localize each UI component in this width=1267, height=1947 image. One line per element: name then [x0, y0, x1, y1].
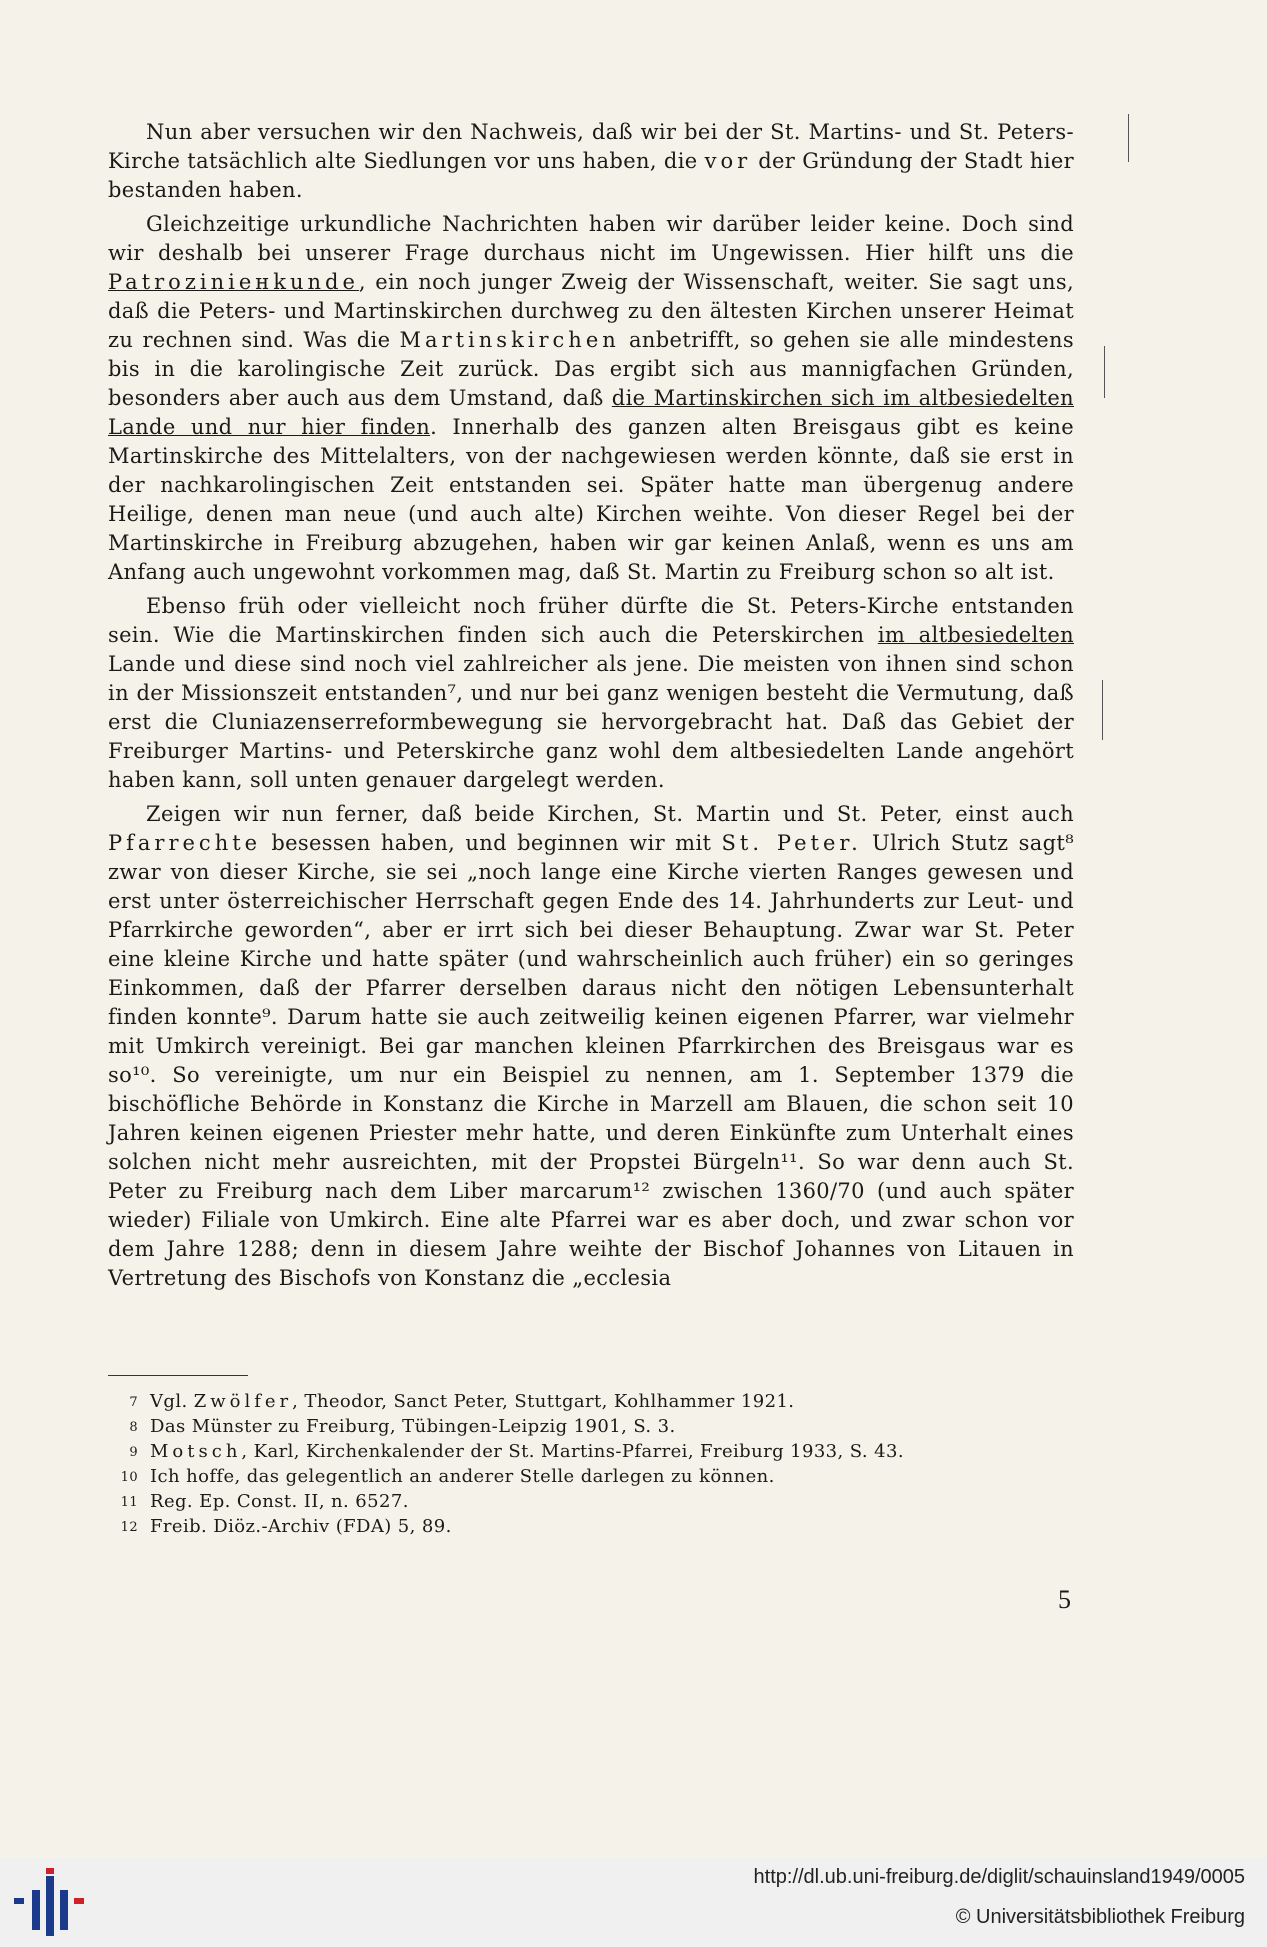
footnote — [110, 1490, 1010, 1515]
text-run: Gleichzeitige urkundliche Nachrichten haben wir darüber leider keine. Doch sind wir deshalb bei unserer Frage durchaus nicht im Ungewissen. Hier hilft uns die — [108, 212, 1074, 265]
page-number: 5 — [1058, 1585, 1071, 1614]
text-run: Ulrich Stutz sagt⁸ zwar von dieser Kirche, sie sei „noch lange eine Kirche vierten Ranges gewesen und erst unter österreichischer Herrschaft gegen Ende des 14. Jahrhunderts zur Leut- und Pfarrkirche geworden“, aber er irrt sich bei dieser Behauptung. Zwar war St. Peter eine kleine Kirche und hatte später (und wahrscheinlich auch früher) ein so geringes Einkommen, daß der Pfarrer derselben daraus nicht den nötigen Lebensunterhalt finden konnte⁹. Darum hatte sie auch zeitweilig keinen eigenen Pfarrer, war vielmehr mit Umkirch vereinigt. Bei gar manchen kleinen Pfarrkirchen des Breisgaus war es so¹⁰. So vereinigte, um nur ein Beispiel zu nennen, am 1. September 1379 die bischöfliche Behörde in Konstanz die Kirche in Marzell am Blauen, die schon seit 10 Jahren keinen eigenen Priester mehr hatte, und deren Einkünfte zum Unterhalt eines solchen nicht mehr ausreichten, mit der Propstei Bürgeln¹¹. So war denn auch St. Peter zu Freiburg nach dem Liber marcarum¹² zwischen 1360/70 (und auch später wieder) Filiale von Umkirch. Eine alte Pfarrei war es aber doch, und zwar schon vor dem Jahre 1288; denn in diesem Jahre weihte der Bischof Johannes von Litauen in Vertretung des Bischofs von Konstanz die „ecclesia — [108, 831, 1074, 1290]
footnote-divider — [108, 1375, 248, 1376]
emphasized-text: die Martinskirchen sich im altbesiedelten Lande und nur hier finden — [108, 386, 1074, 439]
text-run: Freib. Diöz.-Archiv (FDA) 5, 89. — [150, 1516, 452, 1537]
footnote-text — [150, 1440, 904, 1465]
emphasized-text: Patroziniенkunde — [108, 270, 359, 294]
footnote-text — [150, 1390, 794, 1415]
text-run: Nun aber versuchen wir den Nachweis, daß wir bei der St. Martins- und St. Peters-Kirche tatsächlich alte Siedlungen vor uns haben, die — [108, 120, 1074, 173]
footnote-number: 12 — [120, 1520, 138, 1535]
margin-mark — [1104, 346, 1105, 398]
text-run: Das Münster zu Freiburg, Tübingen-Leipzig 1901, S. 3. — [150, 1416, 676, 1437]
footnote — [110, 1465, 1010, 1490]
text-run: der Gründung der Stadt hier bestanden haben. — [108, 149, 1074, 202]
footnote-number: 9 — [129, 1445, 138, 1460]
ub-freiburg-logo — [14, 1868, 80, 1938]
footnote — [110, 1440, 1010, 1465]
paragraph — [108, 800, 1074, 1293]
emphasized-text: Zwölfer — [193, 1391, 293, 1412]
text-run: besessen haben, und beginnen wir mit — [261, 831, 722, 855]
text-run: Ebenso früh oder vielleicht noch früher dürfte die St. Peters-Kirche entstanden sein. Wie die Martinskirchen finden sich auch die Peterskirchen — [108, 594, 1074, 647]
paragraph — [108, 118, 1074, 205]
copyright-notice: © Universitätsbibliothek Freiburg — [955, 1906, 1245, 1928]
text-run: . Innerhalb des ganzen alten Breisgaus gibt es keine Martinskirche des Mittelalters, von der nachgewiesen werden könnte, daß sie erst in der nachkarolingischen Zeit entstanden sei. Später hatte man übergenug andere Heilige, denen man neue (und auch alte) Kirchen weihte. Von dieser Regel bei der Martinskirche in Freiburg abzugehen, haben wir gar keinen Anlaß, wenn es uns am Anfang auch ungewohnt vorkommen mag, daß St. Martin zu Freiburg schon so alt ist. — [108, 415, 1074, 584]
permalink-url[interactable]: http://dl.ub.uni-freiburg.de/diglit/schauinsland1949/0005 — [753, 1866, 1245, 1888]
footnote-text — [150, 1415, 676, 1440]
emphasized-text: Pfarrechte — [108, 831, 262, 855]
emphasized-text: St. Peter. — [721, 831, 862, 855]
paragraph — [108, 210, 1074, 587]
footnote-text — [150, 1490, 409, 1515]
emphasized-text: Motsch — [150, 1441, 242, 1462]
body-text — [108, 118, 1074, 1298]
footnote-number: 11 — [120, 1495, 138, 1510]
footnote — [110, 1390, 1010, 1415]
emphasized-text: im altbesiedelten — [877, 623, 1074, 647]
footnote-number: 7 — [129, 1395, 138, 1410]
footnote-number: 8 — [129, 1420, 138, 1435]
footnotes — [110, 1390, 1010, 1540]
text-run: Vgl. — [150, 1391, 194, 1412]
text-run: , Theodor, Sanct Peter, Stuttgart, Kohlhammer 1921. — [292, 1391, 795, 1412]
footnote-number: 10 — [120, 1470, 138, 1485]
text-run: anbetrifft, so gehen sie alle mindestens bis in die karolingische Zeit zurück. Das ergibt sich aus mannigfachen Gründen, besonders aber auch aus dem Umstand, daß — [108, 328, 1074, 410]
text-run: , ein noch junger Zweig der Wissenschaft, weiter. Sie sagt uns, daß die Peters- und Martinskirchen durchweg zu den ältesten Kirchen unserer Heimat zu rechnen sind. Was die — [108, 270, 1074, 352]
footnote — [110, 1515, 1010, 1540]
footnote — [110, 1415, 1010, 1440]
margin-mark — [1102, 680, 1103, 740]
text-run: Lande und diese sind noch viel zahlreicher als jene. Die meisten von ihnen sind schon in der Missionszeit entstanden⁷, und nur bei ganz wenigen besteht die Vermutung, daß erst die Cluniazenserreformbewegung sie hervorgebracht hat. Daß das Gebiet der Freiburger Martins- und Peterskirche ganz wohl dem altbesiedelten Lande angehört haben kann, soll unten genauer dargelegt werden. — [108, 652, 1074, 792]
library-footer — [0, 1858, 1267, 1947]
footnote-text — [150, 1465, 775, 1490]
text-run: , Karl, Kirchenkalender der St. Martins-Pfarrei, Freiburg 1933, S. 43. — [241, 1441, 904, 1462]
text-run: Zeigen wir nun ferner, daß beide Kirchen, St. Martin und St. Peter, einst auch — [146, 802, 1074, 826]
text-run: Reg. Ep. Const. II, n. 6527. — [150, 1491, 409, 1512]
paragraph — [108, 592, 1074, 795]
emphasized-text: vor — [704, 149, 752, 173]
emphasized-text: Martinskirchen — [399, 328, 620, 352]
footnote-text — [150, 1515, 452, 1540]
margin-mark — [1128, 114, 1129, 162]
text-run: Ich hoffe, das gelegentlich an anderer Stelle darlegen zu können. — [150, 1466, 775, 1487]
